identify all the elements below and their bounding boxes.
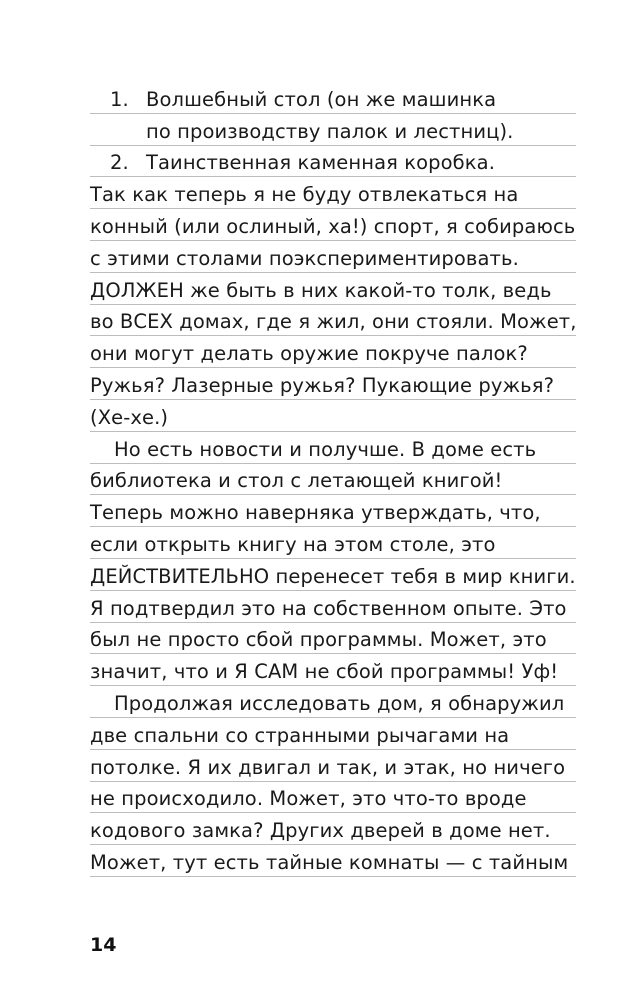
- text-line: [90, 845, 576, 877]
- line-text: с этими столами поэкспериментировать.: [90, 246, 519, 270]
- text-line: [90, 591, 576, 623]
- line-text: кодового замка? Других дверей в доме нет.: [90, 819, 551, 843]
- line-text: во ВСЕХ домах, где я жил, они стояли. Может,: [90, 310, 577, 334]
- text-line: [90, 654, 576, 686]
- list-text: Волшебный стол (он же машинка: [146, 87, 497, 111]
- line-text: значит, что и Я САМ не сбой программы! Уф!: [90, 660, 559, 684]
- text-line: [90, 305, 576, 337]
- line-text: не происходило. Может, это что-то вроде: [90, 787, 527, 811]
- text-line: [90, 623, 576, 655]
- line-text: Ружья? Лазерные ружья? Пукающие ружья?: [90, 373, 555, 397]
- paragraph-start-line: [90, 686, 576, 718]
- text-line: [90, 273, 576, 305]
- line-text: конный (или ослиный, ха!) спорт, я собираюсь: [90, 214, 576, 238]
- list-item: [90, 82, 576, 114]
- line-text: две спальни со странными рычагами на: [90, 723, 510, 747]
- text-line: [90, 400, 576, 432]
- list-text: по производству палок и лестниц).: [146, 119, 514, 143]
- text-line: [90, 527, 576, 559]
- line-text: Продолжая исследовать дом, я обнаружил: [114, 691, 565, 715]
- lined-text-block: [90, 82, 576, 877]
- line-text: был не просто сбой программы. Может, это: [90, 628, 547, 652]
- text-line: [90, 495, 576, 527]
- line-text: Теперь можно наверняка утверждать, что,: [90, 501, 541, 525]
- text-line: [90, 750, 576, 782]
- line-text: если открыть книгу на этом столе, это: [90, 532, 496, 556]
- text-line: [90, 177, 576, 209]
- line-text: библиотека и стол с летающей книгой!: [90, 469, 503, 493]
- text-line: [90, 813, 576, 845]
- line-text: Но есть новости и получше. В доме есть: [114, 437, 537, 461]
- text-line: [90, 718, 576, 750]
- text-line: [90, 336, 576, 368]
- list-number: 1.: [110, 87, 129, 111]
- line-text: Может, тут есть тайные комнаты — с тайным: [90, 850, 569, 874]
- list-item-continuation: [90, 114, 576, 146]
- line-text: (Хе-хе.): [90, 405, 169, 429]
- line-text: Так как теперь я не буду отвлекаться на: [90, 183, 519, 207]
- line-text: Я подтвердил это на собственном опыте. Это: [90, 596, 567, 620]
- text-line: [90, 782, 576, 814]
- text-line: [90, 209, 576, 241]
- text-line: [90, 368, 576, 400]
- paragraph-start-line: [90, 432, 576, 464]
- text-line: [90, 241, 576, 273]
- line-text: ДЕЙСТВИТЕЛЬНО перенесет тебя в мир книги.: [90, 564, 576, 588]
- line-text: потолке. Я их двигал и так, и этак, но ничего: [90, 755, 566, 779]
- list-text: Таинственная каменная коробка.: [146, 151, 496, 175]
- line-text: они могут делать оружие покруче палок?: [90, 342, 528, 366]
- list-item: [90, 146, 576, 178]
- line-text: ДОЛЖЕН же быть в них какой-то толк, ведь: [90, 278, 552, 302]
- text-line: [90, 559, 576, 591]
- page-number: 14: [90, 934, 117, 956]
- text-line: [90, 464, 576, 496]
- list-number: 2.: [110, 151, 129, 175]
